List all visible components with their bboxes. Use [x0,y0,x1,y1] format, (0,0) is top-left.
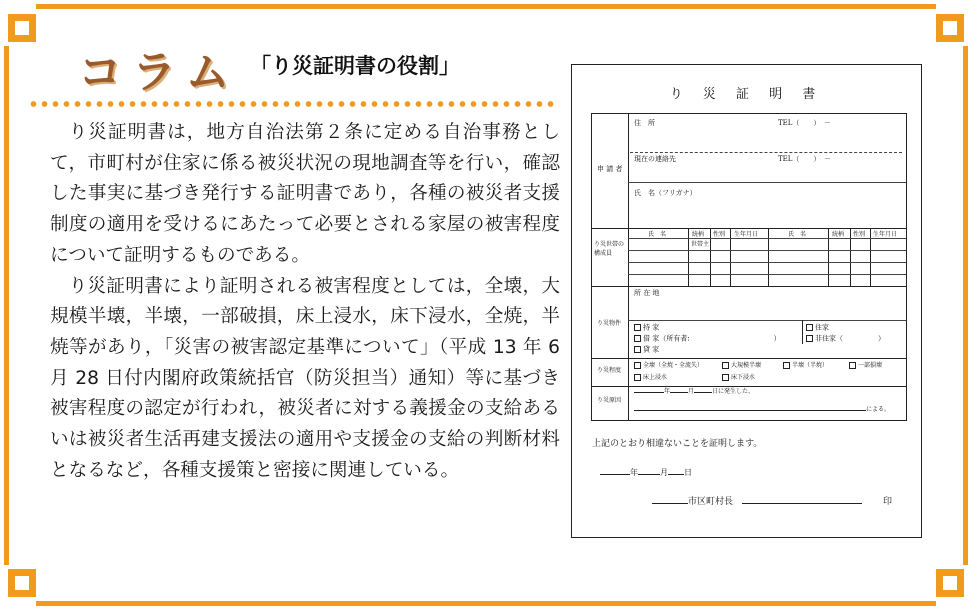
certificate-sample [571,64,922,538]
damage-option-above-floor: 床上浸水 [634,374,667,381]
frame-bottom-border [36,601,936,606]
issue-date: 年 月 日 [600,467,692,478]
section-line-1 [592,228,906,229]
dotted-divider [28,101,556,107]
corner-ornament-top-right [936,14,964,42]
tel-label: TEL（ ） － [778,119,831,127]
contact-underline [628,182,906,183]
declaration-text: 上記のとおり相違ないことを証明します。 [592,439,763,449]
members-row-line-2 [628,250,906,251]
members-col-7 [870,228,871,286]
damage-option-total: 全壊（全焼・全流失） [634,362,703,369]
damage-label: り災程度 [597,367,622,374]
damage-option-below-floor: 床下浸水 [722,374,755,381]
certificate-form [591,113,907,421]
members-row-line-3 [628,262,906,263]
cause-suffix: による。 [634,407,890,413]
members-header-sex-2: 性別 [853,231,866,238]
members-col-6 [850,228,851,286]
section-line-4 [592,386,906,387]
label-column-divider [628,114,629,420]
corner-ornament-bottom-left [8,569,36,597]
corner-ornament-bottom-right [936,569,964,597]
members-col-5 [828,228,829,286]
seal-mark: 印 [883,497,893,507]
head-of-household: 世帯主 [691,241,710,248]
members-col-2 [710,228,711,286]
property-label: り災物件 [597,320,622,327]
frame-right-border [963,46,968,565]
members-row-line-4 [628,274,906,275]
tel-label-2: TEL（ ） － [778,155,831,163]
address-label: 住 所 [634,119,655,127]
applicant-label: 申 請 者 [597,165,623,173]
members-header-name-2: 氏 名 [788,231,807,238]
paragraph-1: り災証明書は，地方自治法第２条に定める自治事務として，市町村が住家に係る被災状況の現地調査等を行い，確認した事実に基づき発行する証明書であり，各種の被災者支援制度の適用を受けるにあたって必要とされる家屋の被害程度について証明するものである。 [50,122,560,266]
cause-date: 年 月 日に発生した、 [634,389,754,395]
members-header-name: 氏 名 [648,231,667,238]
members-header-relation-2: 続柄 [832,231,845,238]
members-col-1 [688,228,689,286]
column-subtitle: 「り災証明書の役割」 [250,54,460,78]
address-underline [630,152,902,153]
members-col-4 [768,228,769,286]
members-header-birth: 生年月日 [734,231,759,238]
property-option-leased: 貸 家 [634,346,659,354]
damage-option-large-half: 大規模半壊 [722,362,761,369]
frame-top-border [36,4,936,9]
members-row-line-1 [628,238,906,239]
section-line-2 [592,286,906,287]
corner-ornament-top-left [8,14,36,42]
damage-option-half: 半壊（半焼） [783,362,828,369]
members-header-birth-2: 生年月日 [873,231,898,238]
members-header-relation: 続柄 [692,231,705,238]
property-option-owned: 持 家 [634,324,659,332]
location-label: 所 在 地 [634,289,660,297]
members-col-3 [730,228,731,286]
property-option-non-residence: 非住家（ ） [806,335,885,343]
paragraph-2: り災証明書により証明される被害程度としては，全壊，大規模半壊，半壊，一部破損，床上浸水，床下浸水，全焼，半焼等があり，「災害の被害認定基準について」（平成 13 年 6 月 28 日付内閣府政策統括官（防災担当）通知）等に基づき被害程度の認定が行われ，被災者に対する義援金の支給あるいは被災者生活再建支援法の適用や支援金の支給の判断材料となるなど，各種支援策と密接に関連している。 [50,275,560,481]
location-underline [628,320,906,321]
household-label: り災世帯の構成員 [594,241,625,257]
name-label: 氏 名（フリガナ） [634,189,697,197]
column-title: コラム [78,47,240,98]
property-option-rented: 借 家（所有者: ） [634,335,781,343]
contact-label: 現在の連絡先 [634,155,676,163]
section-line-3 [592,358,906,359]
damage-option-partial: 一部損壊 [849,362,882,369]
members-header-sex: 性別 [713,231,726,238]
property-divider [802,320,803,344]
column-body [50,118,560,486]
property-option-residence: 住家 [806,324,829,332]
certificate-title: り 災 証 明 書 [669,87,824,102]
cause-label: り災原因 [597,397,622,404]
mayor-signature-line: 市区町村長 [652,494,862,507]
frame-left-border [4,46,9,565]
